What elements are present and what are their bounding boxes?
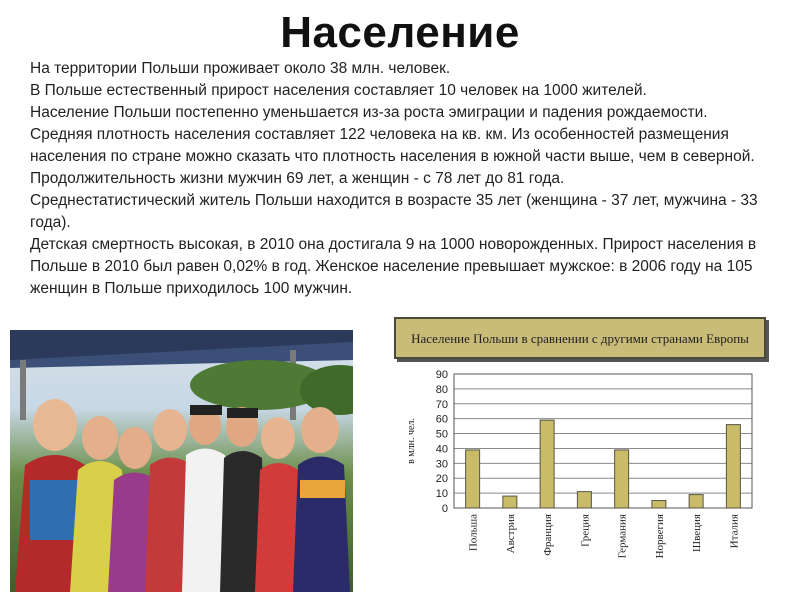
x-tick-label: Греция xyxy=(579,514,592,547)
x-tick-label: Италия xyxy=(728,514,741,549)
paragraph-density: Средняя плотность населения составляет 122 человека на кв. км. Из особенностей размещения населения по стране можно сказать что плотность населения в южной части выше, чем в северной. xyxy=(30,126,755,165)
y-tick-label: 10 xyxy=(435,488,448,501)
y-tick-label: 20 xyxy=(435,473,448,486)
folk-costume-photo xyxy=(10,330,353,592)
x-tick-label: Германия xyxy=(616,514,629,559)
paragraph-average-age: Среднестатистический житель Польши находится в возрасте 35 лет (женщина - 37 лет, мужчина - 33 года). xyxy=(30,192,758,231)
bar-5 xyxy=(615,450,629,508)
paragraph-decline: Население Польши постепенно уменьшается из-за роста эмиграции и падения рождаемости. xyxy=(30,104,708,121)
bar-7 xyxy=(689,495,703,508)
bar-1 xyxy=(466,450,480,508)
population-bar-chart xyxy=(394,360,774,595)
y-tick-label: 50 xyxy=(435,428,448,441)
x-tick-label: Швеция xyxy=(691,514,704,552)
x-tick-label: Норвегия xyxy=(653,514,666,559)
paragraph-population: На территории Польши проживает около 38 млн. человек. xyxy=(30,60,451,77)
x-tick-label: Франция xyxy=(542,514,555,556)
y-tick-label: 0 xyxy=(441,503,448,515)
y-tick-label: 40 xyxy=(435,443,448,456)
bar-2 xyxy=(503,496,517,508)
bar-4 xyxy=(577,492,591,508)
y-tick-label: 60 xyxy=(435,413,448,426)
paragraph-mortality: Детская смертность высокая, в 2010 она достигала 9 на 1000 новорожденных. Прирост населения в Польше в 2010 был равен 0,02% в год. Женское население превышает мужское: в 2006 году на 105 женщин в Польше приходилось 100 мужчин. xyxy=(30,236,757,297)
x-tick-label: Австрия xyxy=(504,514,517,554)
folk-costume-photo-illustration xyxy=(10,330,353,592)
chart-svg xyxy=(394,360,774,595)
bar-3 xyxy=(540,420,554,508)
y-axis-label: в млн. чел. xyxy=(406,418,417,464)
y-tick-label: 80 xyxy=(435,383,448,396)
plot-frame xyxy=(454,374,752,508)
bar-8 xyxy=(726,425,740,508)
chart-title: Население Польши в сравнении с другими странами Европы xyxy=(394,317,766,359)
y-tick-label: 90 xyxy=(435,369,448,381)
paragraph-life-expectancy: Продолжительность жизни мужчин 69 лет, а женщин - с 78 лет до 81 года. xyxy=(30,170,565,187)
page-title: Население xyxy=(280,8,520,57)
bar-6 xyxy=(652,501,666,508)
y-tick-label: 30 xyxy=(435,458,448,471)
x-tick-label: Польша xyxy=(467,514,480,552)
body-text xyxy=(30,58,780,300)
y-tick-label: 70 xyxy=(435,398,448,411)
paragraph-natural-growth: В Польше естественный прирост населения составляет 10 человек на 1000 жителей. xyxy=(30,82,647,99)
